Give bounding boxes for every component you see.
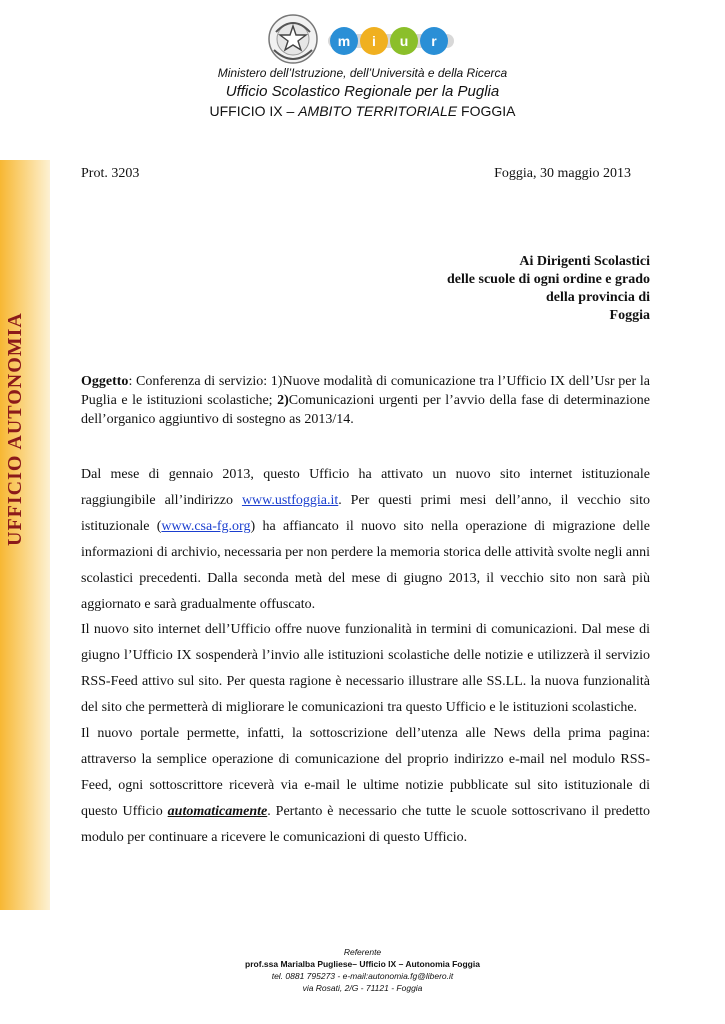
footer-address: via Rosati, 2/G - 71121 - Foggia — [302, 983, 423, 993]
subject-label: Oggetto — [81, 374, 129, 389]
svg-text:r: r — [431, 33, 437, 49]
ambito-prefix: UFFICIO IX – — [209, 103, 299, 119]
protocol-number: Prot. 3203 — [81, 166, 140, 181]
body-text: . Per questi primi mesi dell’anno, il vecchio sito istituzionale ( — [81, 492, 650, 534]
republic-emblem-icon — [266, 12, 320, 66]
subject-part1: : Conferenza di servizio: 1)Nuove modalità di comunicazione tra l’Ufficio IX dell’Usr per la Puglia e le istituzioni scolastiche; — [81, 374, 650, 408]
footer-referente: Referente — [343, 947, 382, 957]
letter-date: Foggia, 30 maggio 2013 — [494, 166, 631, 181]
recipient-line: della provincia di — [546, 290, 650, 305]
svg-text:i: i — [372, 33, 376, 49]
letter-body — [81, 462, 650, 851]
sidebar-label-text: UFFICIO AUTONOMIA — [4, 312, 26, 546]
ambito-italic: AMBITO TERRITORIALE — [298, 103, 458, 119]
recipients-block — [447, 253, 650, 325]
recipient-line: Ai Dirigenti Scolastici — [519, 254, 650, 269]
body-paragraph — [81, 721, 650, 851]
body-text: Il nuovo portale permette, infatti, la sottoscrizione dell’utenza alle News della prima pagina: attraverso la semplice operazione di comunicazione del proprio indirizzo e-mail nel modulo RSS-Feed, ogni sottoscrittore riceverà via e-mail le ultime notizie pubblicate sul sito istituzionale di questo Ufficio — [81, 726, 650, 819]
sidebar-band — [0, 160, 50, 910]
territorial-office-name — [0, 103, 725, 119]
ministry-name: Ministero dell’Istruzione, dell’Università e della Ricerca — [217, 66, 508, 80]
subject-item2: 2) — [277, 393, 289, 408]
subject-part2: Comunicazioni urgenti per l’avvio della fase di determinazione dell’organico aggiuntivo di sostegno as 2013/14. — [81, 393, 650, 427]
footer-name: prof.ssa Marialba Pugliese– Ufficio IX – Autonomia Foggia — [245, 959, 480, 969]
body-text: . Pertanto è necessario che tutte le scuole sottoscrivano il predetto modulo per continuare a ricevere le comunicazioni di questo Ufficio. — [81, 803, 650, 845]
header-logos — [266, 12, 456, 70]
subject-paragraph — [81, 372, 650, 429]
automaticamente-emphasis: automaticamente — [167, 803, 268, 819]
footer — [0, 946, 725, 994]
recipient-line: delle scuole di ogni ordine e grado — [447, 272, 650, 287]
recipient-line: Foggia — [609, 308, 650, 323]
body-paragraph — [81, 462, 650, 617]
letterhead — [0, 66, 725, 119]
body-text: ) ha affiancato il nuovo sito nella operazione di migrazione delle informazioni di archivio, necessaria per non perdere la memoria storica delle attività svolte negli anni scolastici precedenti. Dalla seconda metà del mese di giugno 2013, il vecchio sito non sarà più aggiornato e sarà gradualmente offuscato. — [81, 518, 650, 612]
ustfoggia-link[interactable]: www.ustfoggia.it — [241, 492, 339, 508]
body-text: Dal mese di gennaio 2013, questo Ufficio ha attivato un nuovo sito internet istituzionale raggiungibile all’indirizzo — [81, 467, 650, 508]
svg-text:u: u — [399, 33, 409, 49]
regional-office-name: Ufficio Scolastico Regionale per la Puglia — [225, 83, 500, 100]
ambito-suffix: FOGGIA — [457, 103, 516, 119]
csa-fg-link[interactable]: www.csa-fg.org — [161, 518, 251, 534]
body-paragraph: Il nuovo sito internet dell’Ufficio offre nuove funzionalità in termini di comunicazioni. Dal mese di giugno l’Ufficio IX sospenderà l’invio alle istituzioni scolastiche delle notizie e utilizzerà il servizio RSS-Feed attivo sul sito. Per questa ragione è necessario illustrare alle SS.LL. la nuova funzionalità del sito che permetterà di migliorare le comunicazioni tra questo Ufficio e le istituzioni scolastiche. — [81, 622, 650, 716]
svg-text:m: m — [337, 33, 351, 49]
miur-logo-icon — [328, 24, 454, 58]
footer-contact: tel. 0881 795273 - e-mail:autonomia.fg@libero.it — [271, 971, 454, 981]
